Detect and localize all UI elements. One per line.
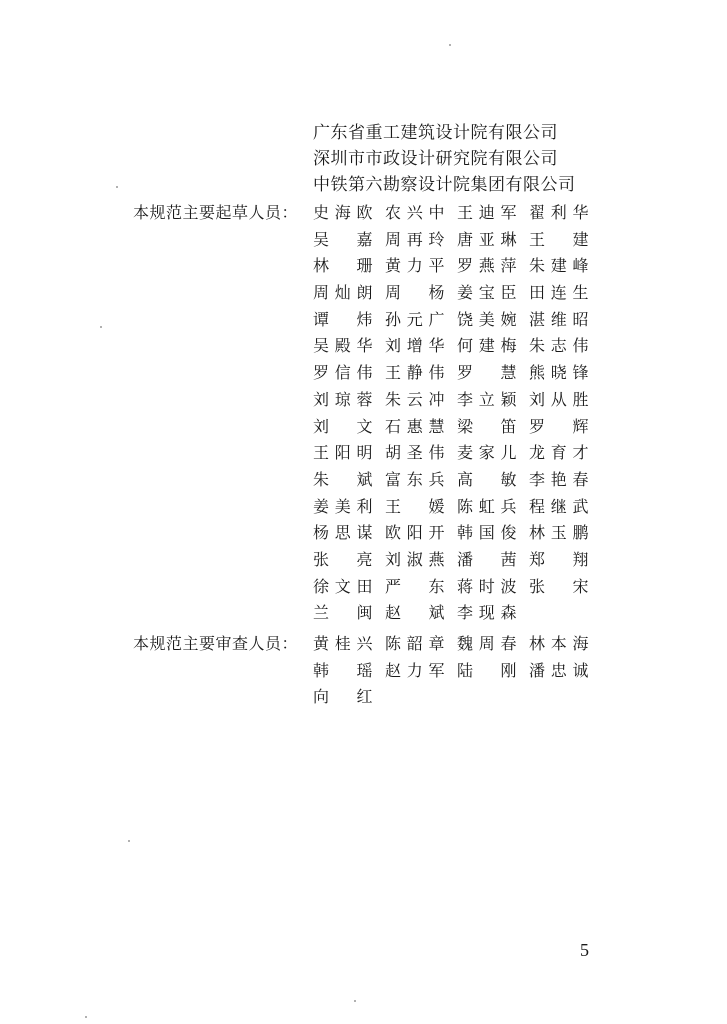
person-name: 吴殿华	[313, 336, 373, 356]
drafters-name-grid	[313, 200, 603, 627]
person-name: 富东兵	[385, 469, 445, 489]
person-name: 罗 辉	[529, 416, 589, 436]
scan-speck	[354, 1000, 356, 1002]
person-name: 谭 炜	[313, 309, 373, 329]
person-name: 朱云冲	[385, 389, 445, 409]
person-name: 蒋时波	[457, 576, 517, 596]
person-name: 朱志伟	[529, 336, 589, 356]
person-name: 高 敏	[457, 469, 517, 489]
person-name: 李艳春	[529, 469, 589, 489]
person-name: 郑 翔	[529, 549, 589, 569]
person-name: 姜宝臣	[457, 283, 517, 303]
person-name: 何建梅	[457, 336, 517, 356]
person-name: 石惠慧	[385, 416, 445, 436]
person-name: 周灿朗	[313, 283, 373, 303]
person-name: 朱建峰	[529, 256, 589, 276]
person-name: 刘从胜	[529, 389, 589, 409]
person-name: 黄桂兴	[313, 634, 373, 653]
person-name: 翟利华	[529, 203, 589, 222]
person-name: 张 宋	[529, 576, 589, 596]
person-name: 熊晓锋	[529, 363, 589, 383]
person-name: 潘 茜	[457, 549, 517, 569]
person-name: 潘忠诚	[529, 660, 589, 680]
person-name: 王阳明	[313, 443, 373, 463]
person-name: 王 媛	[385, 496, 445, 516]
person-name: 刘琼蓉	[313, 389, 373, 409]
person-name: 李现森	[457, 603, 517, 623]
person-name: 徐文田	[313, 576, 373, 596]
reviewers-name-grid	[313, 631, 603, 711]
person-name: 刘淑燕	[385, 549, 445, 569]
person-name: 周再玲	[385, 229, 445, 249]
person-name: 农兴中	[385, 203, 445, 222]
person-name: 韩 瑶	[313, 660, 373, 680]
person-name: 林 珊	[313, 256, 373, 276]
person-name: 韩国俊	[457, 523, 517, 543]
scan-speck	[116, 186, 118, 188]
person-name: 赵 斌	[385, 603, 445, 623]
person-name: 赵力军	[385, 660, 445, 680]
person-name: 刘 文	[313, 416, 373, 436]
person-name: 程继武	[529, 496, 589, 516]
scan-speck	[449, 44, 451, 46]
person-name: 陈韶章	[385, 634, 445, 653]
organization-name: 广东省重工建筑设计院有限公司	[313, 123, 558, 143]
person-name: 黄力平	[385, 256, 445, 276]
person-name: 向 红	[313, 687, 373, 707]
person-name: 罗信伟	[313, 363, 373, 383]
reviewers-label: 本规范主要审查人员：	[133, 634, 299, 653]
person-name: 孙元广	[385, 309, 445, 329]
person-name: 兰 闽	[313, 603, 373, 623]
person-name: 麦家儿	[457, 443, 517, 463]
person-name: 陆 刚	[457, 660, 517, 680]
scan-speck	[100, 326, 102, 328]
person-name: 梁 笛	[457, 416, 517, 436]
person-name: 吴 嘉	[313, 229, 373, 249]
person-name: 欧阳开	[385, 523, 445, 543]
person-name: 陈虹兵	[457, 496, 517, 516]
person-name: 王静伟	[385, 363, 445, 383]
person-name: 王迪军	[457, 203, 517, 222]
person-name: 湛维昭	[529, 309, 589, 329]
person-name: 田连生	[529, 283, 589, 303]
scan-speck	[85, 1016, 87, 1018]
person-name: 姜美利	[313, 496, 373, 516]
person-name: 杨思谋	[313, 523, 373, 543]
person-name: 李立颖	[457, 389, 517, 409]
person-name: 胡圣伟	[385, 443, 445, 463]
person-name: 王 建	[529, 229, 589, 249]
person-name: 魏周春	[457, 634, 517, 653]
person-name: 饶美婉	[457, 309, 517, 329]
person-name: 罗 慧	[457, 363, 517, 383]
person-name: 龙育才	[529, 443, 589, 463]
organization-list	[313, 120, 576, 198]
organization-name: 深圳市市政设计研究院有限公司	[313, 149, 558, 169]
person-name: 朱 斌	[313, 469, 373, 489]
scan-speck	[128, 840, 130, 842]
person-name: 唐亚琳	[457, 229, 517, 249]
person-name: 严 东	[385, 576, 445, 596]
person-name: 林本海	[529, 634, 589, 653]
person-name: 史海欧	[313, 203, 373, 222]
page-number: 5	[580, 940, 589, 960]
person-name: 林玉鹏	[529, 523, 589, 543]
person-name: 罗燕萍	[457, 256, 517, 276]
person-name: 张 亮	[313, 549, 373, 569]
drafters-label: 本规范主要起草人员：	[133, 203, 299, 222]
person-name: 刘增华	[385, 336, 445, 356]
organization-name: 中铁第六勘察设计院集团有限公司	[313, 175, 576, 195]
person-name: 周 杨	[385, 283, 445, 303]
